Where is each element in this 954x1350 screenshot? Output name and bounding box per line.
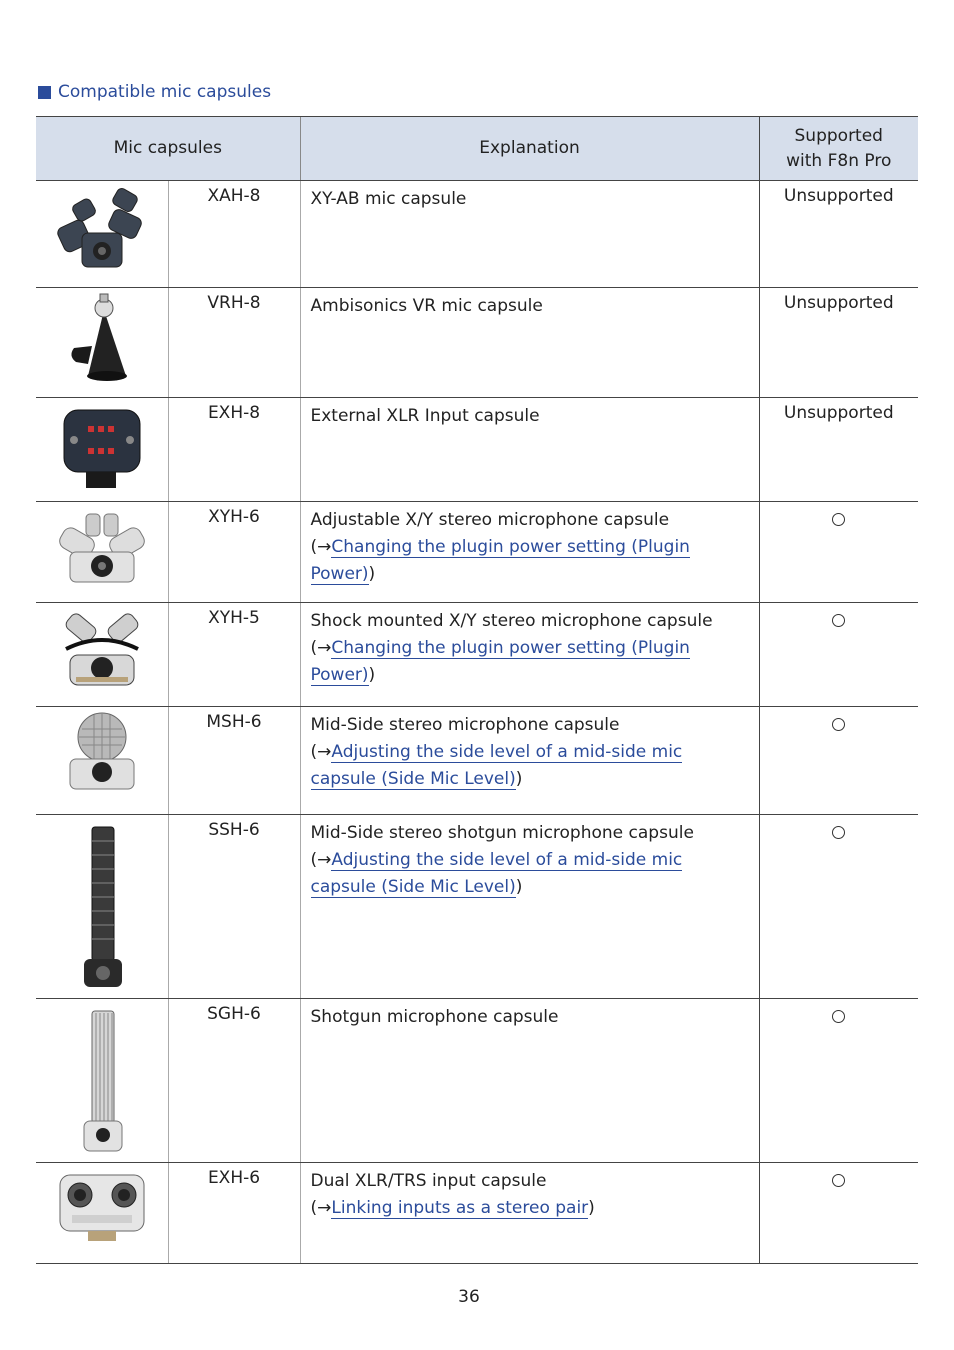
header-mic-capsules: Mic capsules	[36, 117, 300, 181]
supported-circle-icon	[832, 826, 845, 839]
capsule-explanation	[300, 603, 759, 707]
capsule-name: EXH-8	[168, 398, 300, 502]
table-row	[36, 999, 918, 1163]
capsule-explanation	[300, 999, 759, 1163]
explanation-text: Shotgun microphone capsule	[310, 1007, 559, 1027]
xyh5-capsule-icon	[52, 605, 152, 695]
capsule-explanation	[300, 815, 759, 999]
table-row	[36, 181, 918, 288]
capsule-image-cell	[36, 181, 168, 288]
explanation-text: Mid-Side stereo shotgun microphone capsule	[310, 823, 694, 843]
side-mic-level-link[interactable]: Adjusting the side level of a mid-side mic capsule (Side Mic Level)	[310, 850, 683, 897]
supported-circle-icon	[832, 513, 845, 526]
header-explanation: Explanation	[300, 117, 759, 181]
supported-circle-icon	[832, 718, 845, 731]
link-prefix: (→	[310, 638, 332, 658]
capsule-image-cell	[36, 288, 168, 398]
capsule-explanation	[300, 502, 759, 603]
support-status: Unsupported	[759, 181, 918, 288]
exh8-capsule-icon	[52, 400, 152, 492]
table-header-row	[36, 117, 918, 181]
section-title	[38, 82, 271, 102]
supported-circle-icon	[832, 1174, 845, 1187]
side-mic-level-link[interactable]: Adjusting the side level of a mid-side mic capsule (Side Mic Level)	[310, 742, 683, 789]
link-suffix: )	[368, 564, 376, 584]
explanation-text: XY-AB mic capsule	[310, 189, 467, 209]
capsule-name: VRH-8	[168, 288, 300, 398]
supported-circle-icon	[832, 1010, 845, 1023]
table-row	[36, 603, 918, 707]
link-prefix: (→	[310, 850, 332, 870]
explanation-text: Mid-Side stereo microphone capsule	[310, 715, 620, 735]
explanation-text: Adjustable X/Y stereo microphone capsule	[310, 510, 670, 530]
table-row	[36, 707, 918, 815]
link-suffix: )	[588, 1198, 595, 1218]
support-status: Unsupported	[759, 288, 918, 398]
exh6-capsule-icon	[52, 1165, 152, 1249]
xah8-capsule-icon	[52, 183, 152, 275]
table-row	[36, 502, 918, 603]
table-row	[36, 288, 918, 398]
support-status	[759, 707, 918, 815]
header-supported-line1: Supported	[794, 125, 883, 146]
link-prefix: (→	[310, 537, 332, 557]
link-prefix: (→	[310, 742, 332, 762]
mic-capsule-table	[36, 116, 918, 1264]
support-status	[759, 815, 918, 999]
link-suffix: )	[515, 877, 523, 897]
capsule-image-cell	[36, 999, 168, 1163]
capsule-explanation	[300, 1163, 759, 1264]
capsule-name: XYH-6	[168, 502, 300, 603]
support-status: Unsupported	[759, 398, 918, 502]
capsule-name: XAH-8	[168, 181, 300, 288]
support-status	[759, 1163, 918, 1264]
section-marker-icon	[38, 86, 51, 99]
capsule-image-cell	[36, 1163, 168, 1264]
support-status	[759, 502, 918, 603]
page-number: 36	[458, 1287, 480, 1307]
capsule-explanation	[300, 288, 759, 398]
explanation-text: Shock mounted X/Y stereo microphone capsule	[310, 611, 713, 631]
capsule-explanation	[300, 707, 759, 815]
capsule-explanation	[300, 181, 759, 288]
explanation-text: Ambisonics VR mic capsule	[310, 296, 543, 316]
supported-circle-icon	[832, 614, 845, 627]
vrh8-capsule-icon	[52, 290, 152, 386]
ssh6-capsule-icon	[52, 817, 152, 995]
capsule-name: SGH-6	[168, 999, 300, 1163]
sgh6-capsule-icon	[52, 1001, 152, 1159]
capsule-image-cell	[36, 398, 168, 502]
capsule-image-cell	[36, 815, 168, 999]
link-suffix: )	[515, 769, 523, 789]
capsule-name: XYH-5	[168, 603, 300, 707]
plugin-power-link[interactable]: Changing the plugin power setting (Plugin Power)	[310, 537, 690, 584]
table-row	[36, 1163, 918, 1264]
explanation-text: Dual XLR/TRS input capsule	[310, 1171, 547, 1191]
capsule-image-cell	[36, 502, 168, 603]
header-supported-line2: with F8n Pro	[786, 150, 892, 171]
support-status	[759, 999, 918, 1163]
plugin-power-link[interactable]: Changing the plugin power setting (Plugin Power)	[310, 638, 690, 685]
capsule-image-cell	[36, 707, 168, 815]
support-status	[759, 603, 918, 707]
xyh6-capsule-icon	[52, 504, 152, 592]
explanation-text: External XLR Input capsule	[310, 406, 540, 426]
table-row	[36, 815, 918, 999]
link-suffix: )	[368, 665, 376, 685]
capsule-name: SSH-6	[168, 815, 300, 999]
section-title-text: Compatible mic capsules	[58, 82, 272, 102]
stereo-pair-link[interactable]: Linking inputs as a stereo pair	[331, 1198, 589, 1218]
capsule-image-cell	[36, 603, 168, 707]
capsule-explanation	[300, 398, 759, 502]
table-row	[36, 398, 918, 502]
header-supported	[759, 117, 918, 181]
msh6-capsule-icon	[52, 709, 152, 801]
capsule-name: MSH-6	[168, 707, 300, 815]
capsule-name: EXH-6	[168, 1163, 300, 1264]
link-prefix: (→	[310, 1198, 332, 1218]
